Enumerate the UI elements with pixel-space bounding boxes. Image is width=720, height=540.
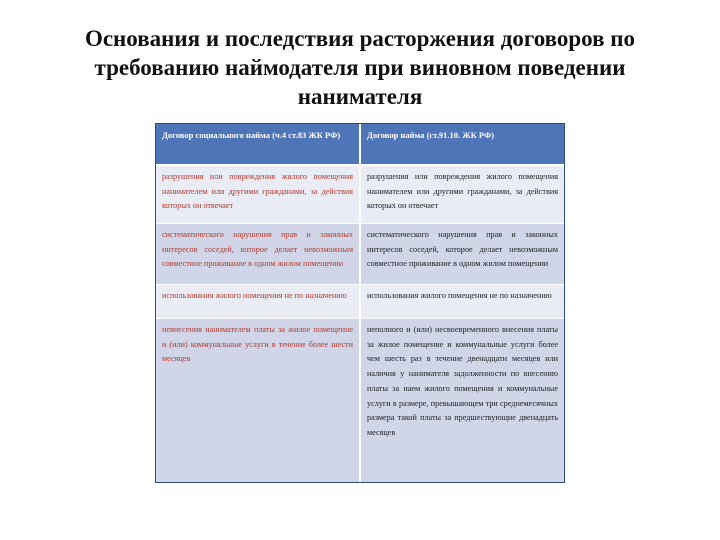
table-row [156,285,564,319]
table-cell-commercial: неполного и (или) несвоевременного внесения платы за жилое помещение и коммунальные услуги более чем шесть раз в течение двенадцати месяцев или наличия у нанимателя задолженности по внесению платы за наем жилого помещения и коммунальные услуги в размере, превышающем три среднемесячных размера такой платы за предшествующие двенадцать месяцев [367,325,558,437]
title-line-1: Основания и последствия расторжения договоров по [84,26,636,51]
slide-title [40,24,680,111]
table-cell-commercial: систематического нарушения прав и законных интересов соседей, которое делает невозможным совместное проживание в одном жилом помещении [367,230,558,269]
table-header-row [156,124,564,166]
table-row [156,166,564,224]
header-social-lease: Договор социального найма (ч.4 ст.83 ЖК РФ) [156,124,361,164]
header-commercial-lease: Договор найма (ст.91.10. ЖК РФ) [367,130,495,140]
table-cell-social: невнесения нанимателем платы за жилое помещение и (или) коммунальные услуги в течение более шести месяцев [156,319,361,482]
title-line-2: требованию наймодателя при виновном поведении [94,55,626,80]
table-cell-commercial: разрушения или повреждения жилого помещения нанимателем или другими гражданами, за действия которых он отвечает [367,172,558,211]
table-row [156,319,564,482]
comparison-table [155,123,565,483]
table-cell-social: систематического нарушения прав и законных интересов соседей, которое делает невозможным совместное проживание в одном жилом помещении [156,224,361,284]
title-line-3: нанимателя [297,84,423,109]
table-cell-social: разрушения или повреждения жилого помещения нанимателем или другими гражданами, за действия которых он отвечает [156,166,361,223]
table-cell-commercial: использования жилого помещения не по назначению [367,291,552,300]
table-cell-social: использования жилого помещения не по назначению [156,285,361,318]
table-row [156,224,564,285]
